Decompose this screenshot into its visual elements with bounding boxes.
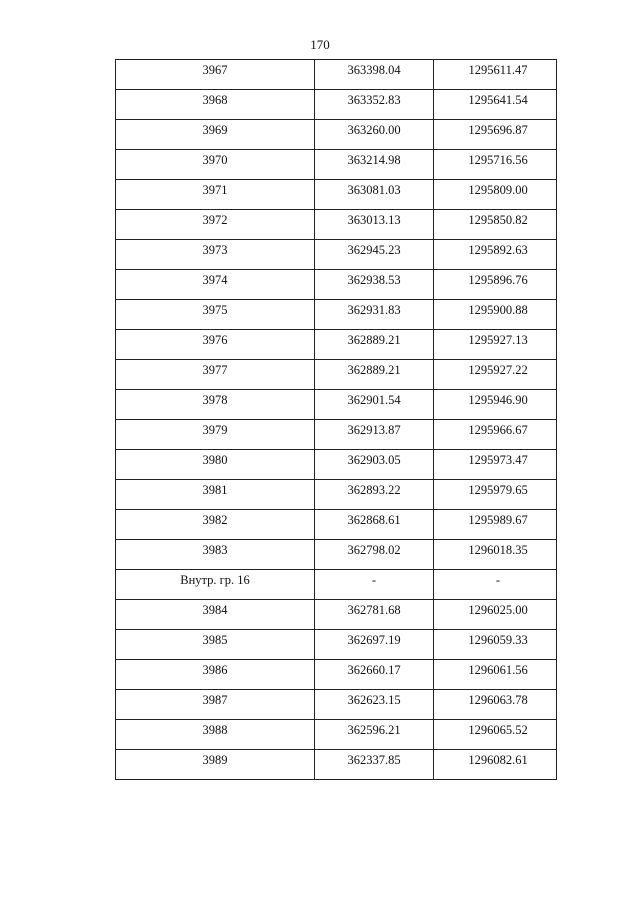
x-coordinate-cell: 363260.00 bbox=[315, 120, 434, 150]
point-cell: Внутр. гр. 16 bbox=[116, 570, 315, 600]
point-cell: 3973 bbox=[116, 240, 315, 270]
point-cell: 3979 bbox=[116, 420, 315, 450]
point-cell: 3984 bbox=[116, 600, 315, 630]
y-coordinate-cell: 1295892.63 bbox=[434, 240, 557, 270]
point-cell: 3972 bbox=[116, 210, 315, 240]
y-coordinate-cell: 1295927.13 bbox=[434, 330, 557, 360]
x-coordinate-cell: 362868.61 bbox=[315, 510, 434, 540]
point-cell: 3976 bbox=[116, 330, 315, 360]
y-coordinate-cell: 1295973.47 bbox=[434, 450, 557, 480]
point-cell: 3967 bbox=[116, 60, 315, 90]
table-row bbox=[116, 150, 557, 180]
y-coordinate-cell: 1296018.35 bbox=[434, 540, 557, 570]
x-coordinate-cell: 363352.83 bbox=[315, 90, 434, 120]
point-cell: 3968 bbox=[116, 90, 315, 120]
x-coordinate-cell: 362903.05 bbox=[315, 450, 434, 480]
x-coordinate-cell: 362623.15 bbox=[315, 690, 434, 720]
x-coordinate-cell: 362596.21 bbox=[315, 720, 434, 750]
y-coordinate-cell: 1295641.54 bbox=[434, 90, 557, 120]
point-cell: 3978 bbox=[116, 390, 315, 420]
coordinates-table-body bbox=[116, 60, 557, 780]
x-coordinate-cell: 362913.87 bbox=[315, 420, 434, 450]
point-cell: 3987 bbox=[116, 690, 315, 720]
x-coordinate-cell: 362660.17 bbox=[315, 660, 434, 690]
y-coordinate-cell: 1295989.67 bbox=[434, 510, 557, 540]
table-row bbox=[116, 630, 557, 660]
y-coordinate-cell: 1295611.47 bbox=[434, 60, 557, 90]
table-row bbox=[116, 540, 557, 570]
point-cell: 3977 bbox=[116, 360, 315, 390]
table-row bbox=[116, 420, 557, 450]
y-coordinate-cell: 1295966.67 bbox=[434, 420, 557, 450]
point-cell: 3980 bbox=[116, 450, 315, 480]
point-cell: 3975 bbox=[116, 300, 315, 330]
table-row bbox=[116, 330, 557, 360]
point-cell: 3974 bbox=[116, 270, 315, 300]
table-row bbox=[116, 90, 557, 120]
table-row bbox=[116, 270, 557, 300]
point-cell: 3970 bbox=[116, 150, 315, 180]
y-coordinate-cell: 1295850.82 bbox=[434, 210, 557, 240]
y-coordinate-cell: 1296063.78 bbox=[434, 690, 557, 720]
x-coordinate-cell: 362889.21 bbox=[315, 360, 434, 390]
x-coordinate-cell: 363081.03 bbox=[315, 180, 434, 210]
y-coordinate-cell: 1295979.65 bbox=[434, 480, 557, 510]
x-coordinate-cell: 362945.23 bbox=[315, 240, 434, 270]
point-cell: 3981 bbox=[116, 480, 315, 510]
point-cell: 3986 bbox=[116, 660, 315, 690]
table-row bbox=[116, 450, 557, 480]
table-row bbox=[116, 120, 557, 150]
point-cell: 3985 bbox=[116, 630, 315, 660]
table-row bbox=[116, 570, 557, 600]
point-cell: 3988 bbox=[116, 720, 315, 750]
x-coordinate-cell: 362781.68 bbox=[315, 600, 434, 630]
x-coordinate-cell: 362697.19 bbox=[315, 630, 434, 660]
x-coordinate-cell: 362337.85 bbox=[315, 750, 434, 780]
x-coordinate-cell: - bbox=[315, 570, 434, 600]
table-row bbox=[116, 480, 557, 510]
table-row bbox=[116, 510, 557, 540]
y-coordinate-cell: 1296065.52 bbox=[434, 720, 557, 750]
table-row bbox=[116, 300, 557, 330]
y-coordinate-cell: - bbox=[434, 570, 557, 600]
x-coordinate-cell: 362931.83 bbox=[315, 300, 434, 330]
table-row bbox=[116, 60, 557, 90]
y-coordinate-cell: 1295809.00 bbox=[434, 180, 557, 210]
table-row bbox=[116, 720, 557, 750]
table-row bbox=[116, 210, 557, 240]
y-coordinate-cell: 1296061.56 bbox=[434, 660, 557, 690]
table-row bbox=[116, 390, 557, 420]
table-row bbox=[116, 660, 557, 690]
x-coordinate-cell: 362798.02 bbox=[315, 540, 434, 570]
x-coordinate-cell: 363214.98 bbox=[315, 150, 434, 180]
y-coordinate-cell: 1295946.90 bbox=[434, 390, 557, 420]
y-coordinate-cell: 1296059.33 bbox=[434, 630, 557, 660]
x-coordinate-cell: 362889.21 bbox=[315, 330, 434, 360]
x-coordinate-cell: 363013.13 bbox=[315, 210, 434, 240]
y-coordinate-cell: 1296025.00 bbox=[434, 600, 557, 630]
coordinates-table bbox=[115, 59, 557, 780]
x-coordinate-cell: 362893.22 bbox=[315, 480, 434, 510]
y-coordinate-cell: 1295900.88 bbox=[434, 300, 557, 330]
table-row bbox=[116, 750, 557, 780]
point-cell: 3971 bbox=[116, 180, 315, 210]
table-row bbox=[116, 690, 557, 720]
table-row bbox=[116, 600, 557, 630]
x-coordinate-cell: 362938.53 bbox=[315, 270, 434, 300]
x-coordinate-cell: 363398.04 bbox=[315, 60, 434, 90]
y-coordinate-cell: 1295896.76 bbox=[434, 270, 557, 300]
y-coordinate-cell: 1295927.22 bbox=[434, 360, 557, 390]
page-number: 170 bbox=[310, 37, 330, 52]
point-cell: 3983 bbox=[116, 540, 315, 570]
y-coordinate-cell: 1295696.87 bbox=[434, 120, 557, 150]
table-row bbox=[116, 240, 557, 270]
y-coordinate-cell: 1296082.61 bbox=[434, 750, 557, 780]
point-cell: 3989 bbox=[116, 750, 315, 780]
point-cell: 3969 bbox=[116, 120, 315, 150]
y-coordinate-cell: 1295716.56 bbox=[434, 150, 557, 180]
point-cell: 3982 bbox=[116, 510, 315, 540]
table-row bbox=[116, 360, 557, 390]
table-row bbox=[116, 180, 557, 210]
x-coordinate-cell: 362901.54 bbox=[315, 390, 434, 420]
